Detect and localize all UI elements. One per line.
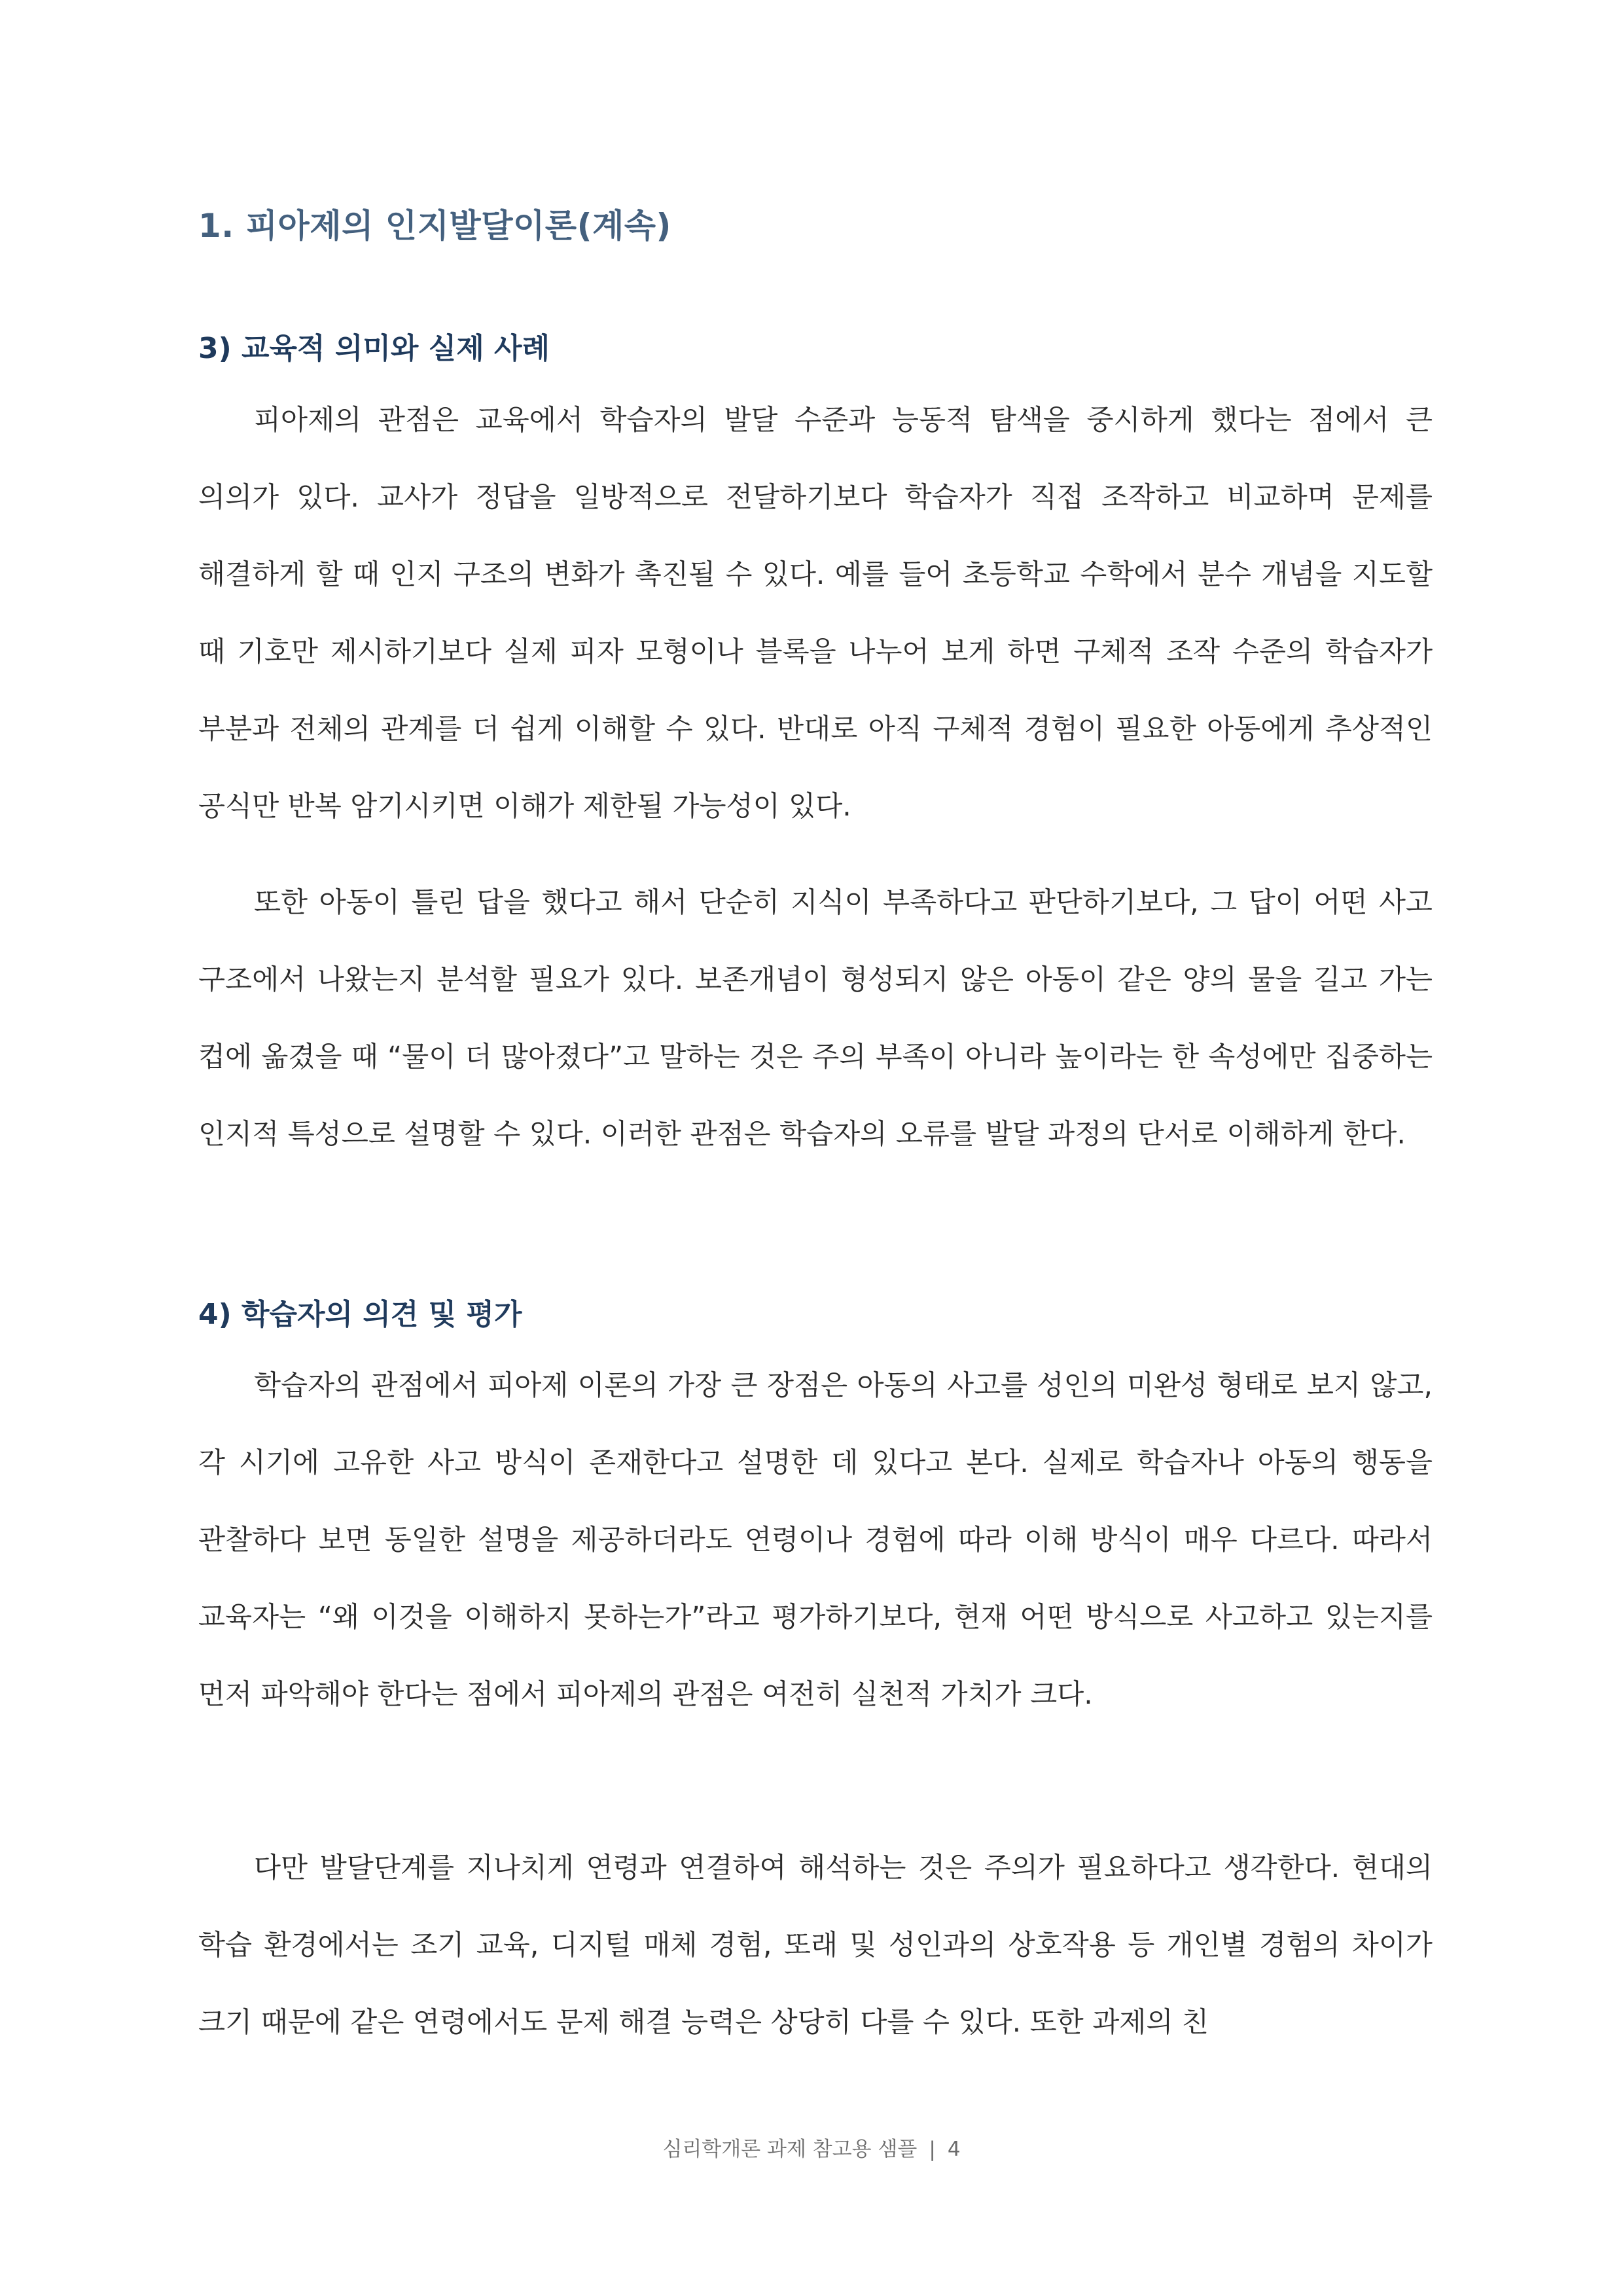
subsection-heading-3: 3) 교육적 의미와 실제 사례 xyxy=(198,332,550,365)
page-footer xyxy=(0,2132,1623,2162)
paragraph-educational-meaning-2: 또한 아동이 틀린 답을 했다고 해서 단순히 지식이 부족하다고 판단하기보다, 그 답이 어떤 사고 구조에서 나왔는지 분석할 필요가 있다. 보존개념이 형성되지 않은 아동이 같은 양의 물을 길고 가는 컵에 옮겼을 때 “물이 더 많아졌다”고 말하는 것은 주의 부족이 아니라 높이라는 한 속성에만 집중하는 인지적 특성으로 설명할 수 있다. 이러한 관점은 학습자의 오류를 발달 과정의 단서로 이해하게 한다. xyxy=(198,887,1433,1151)
paragraph-learner-opinion-2: 다만 발달단계를 지나치게 연령과 연결하여 해석하는 것은 주의가 필요하다고 생각한다. 현대의 학습 환경에서는 조기 교육, 디지털 매체 경험, 또래 및 성인과의 상호작용 등 개인별 경험의 차이가 크기 때문에 같은 연령에서도 문제 해결 능력은 상당히 다를 수 있다. 또한 과제의 친 xyxy=(198,1852,1433,2039)
paragraph-learner-opinion-1: 학습자의 관점에서 피아제 이론의 가장 큰 장점은 아동의 사고를 성인의 미완성 형태로 보지 않고, 각 시기에 고유한 사고 방식이 존재한다고 설명한 데 있다고 본다. 실제로 학습자나 아동의 행동을 관찰하다 보면 동일한 설명을 제공하더라도 연령이나 경험에 따라 이해 방식이 매우 다르다. 따라서 교육자는 “왜 이것을 이해하지 못하는가”라고 평가하기보다, 현재 어떤 방식으로 사고하고 있는지를 먼저 파악해야 한다는 점에서 피아제의 관점은 여전히 실천적 가치가 크다. xyxy=(198,1370,1433,1711)
footer-label: 심리학개론 과제 참고용 샘플 xyxy=(662,2138,918,2161)
section-title: 1. 피아제의 인지발달이론(계속) xyxy=(198,207,671,245)
page-number: 4 xyxy=(947,2138,961,2161)
document-page xyxy=(198,0,1433,2296)
footer-separator: | xyxy=(929,2138,936,2161)
subsection-heading-4: 4) 학습자의 의견 및 평가 xyxy=(198,1298,522,1331)
paragraph-educational-meaning-1: 피아제의 관점은 교육에서 학습자의 발달 수준과 능동적 탐색을 중시하게 했다는 점에서 큰 의의가 있다. 교사가 정답을 일방적으로 전달하기보다 학습자가 직접 조작하고 비교하며 문제를 해결하게 할 때 인지 구조의 변화가 촉진될 수 있다. 예를 들어 초등학교 수학에서 분수 개념을 지도할 때 기호만 제시하기보다 실제 피자 모형이나 블록을 나누어 보게 하면 구체적 조작 수준의 학습자가 부분과 전체의 관계를 더 쉽게 이해할 수 있다. 반대로 아직 구체적 경험이 필요한 아동에게 추상적인 공식만 반복 암기시키면 이해가 제한될 가능성이 있다. xyxy=(198,404,1433,823)
